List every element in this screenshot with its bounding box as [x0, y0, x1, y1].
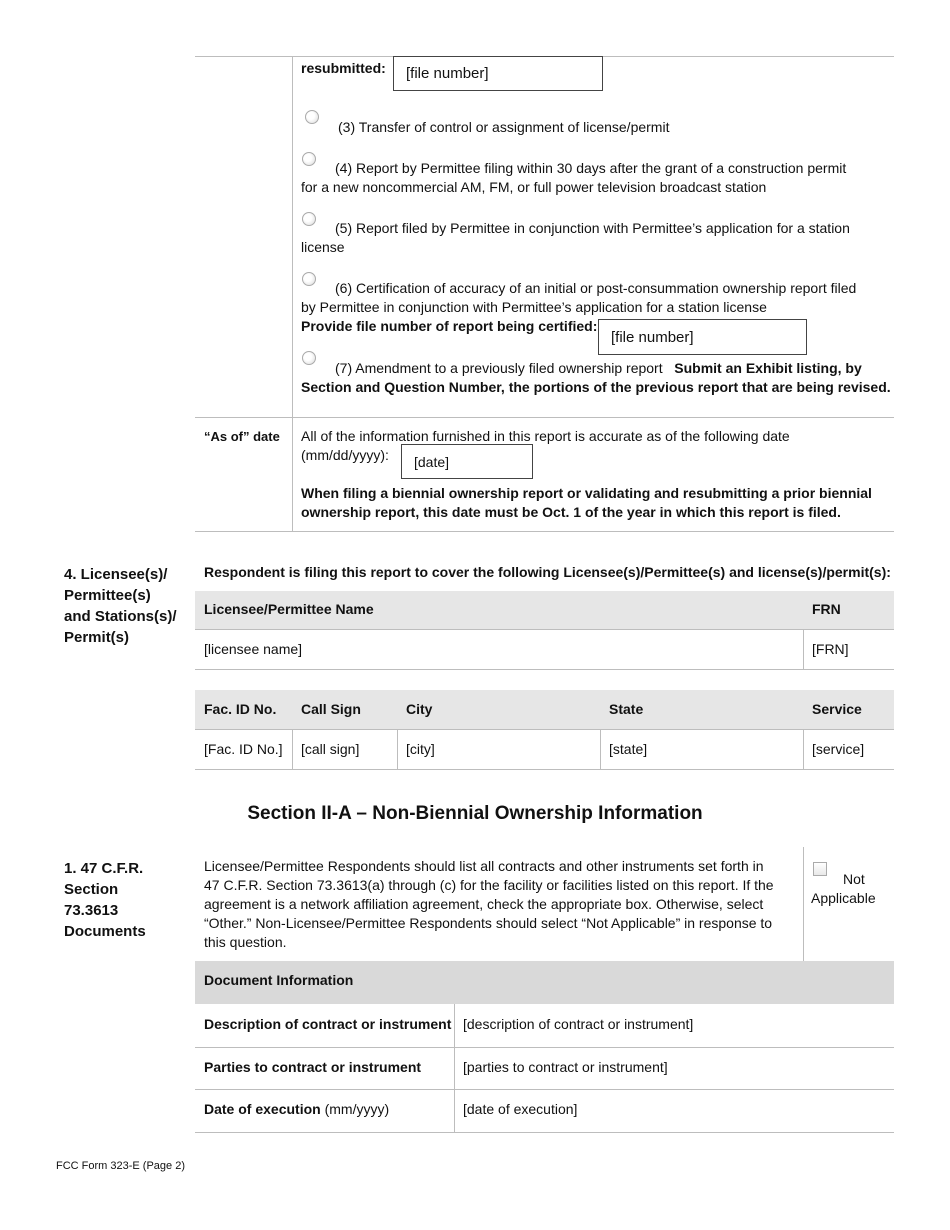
option-7-text-line2: Section and Question Number, the portions of the previous report that are being revised.: [301, 379, 891, 395]
section4-label-line2: Permittee(s): [64, 587, 151, 604]
fac-id-cell: [Fac. ID No.]: [204, 741, 283, 757]
call-sign-cell: [call sign]: [301, 741, 360, 757]
file-number-input-1[interactable]: [file number]: [393, 56, 603, 91]
option-7-instruction: Submit an Exhibit listing, by: [674, 360, 862, 376]
q1-label-line3: 73.3613: [64, 902, 119, 919]
option-4-radio[interactable]: [302, 152, 316, 166]
q1-instr-line5: this question.: [204, 934, 287, 950]
option-6-radio[interactable]: [302, 272, 316, 286]
licensee-row-rule: [195, 629, 894, 630]
facility-col-divider-2: [397, 729, 398, 769]
option-5-radio[interactable]: [302, 212, 316, 226]
option-6-text-line1: (6) Certification of accuracy of an initial or post-consummation ownership report filed: [335, 280, 857, 296]
q1-instructions: [204, 857, 774, 952]
section4-label-line1: 4. Licensee(s)/: [64, 566, 168, 583]
licensee-col-divider: [803, 629, 804, 669]
section4-label: [64, 564, 177, 648]
date-exec-label-bold: Date of execution: [204, 1101, 321, 1117]
state-header: State: [609, 701, 644, 717]
licensee-bottom-rule: [195, 669, 894, 670]
option-4-text-line1: (4) Report by Permittee filing within 30 days after the grant of a construction permit: [335, 160, 847, 176]
fac-id-header: Fac. ID No.: [204, 701, 277, 717]
option-5-text-line2: license: [301, 239, 345, 255]
doc-col-divider: [454, 1004, 455, 1132]
certify-label: Provide file number of report being certified:: [301, 318, 598, 334]
na-divider: [803, 847, 804, 961]
asof-bottom-rule: [195, 531, 894, 532]
q1-label-line2: Section: [64, 881, 119, 898]
section4-label-line3: and Stations(s)/: [64, 608, 177, 625]
frn-header: FRN: [812, 601, 841, 617]
option-4-text-line2: for a new noncommercial AM, FM, or full power television broadcast station: [301, 179, 767, 195]
date-exec-label-unit: (mm/yyyy): [324, 1101, 390, 1117]
option-3-radio[interactable]: [305, 110, 319, 124]
asof-text-line1: All of the information furnished in this report is accurate as of the following date: [301, 428, 790, 444]
asof-label: “As of” date: [204, 429, 280, 444]
asof-note-line1: When filing a biennial ownership report or validating and resubmitting a prior biennial: [301, 485, 872, 501]
option-7-text: (7) Amendment to a previously filed ownership report: [335, 360, 663, 376]
call-sign-header: Call Sign: [301, 701, 361, 717]
facility-table-header: [195, 690, 894, 729]
option-6-text-line2: by Permittee in conjunction with Permittee’s application for a station license: [301, 299, 767, 315]
option-7-radio[interactable]: [302, 351, 316, 365]
service-cell: [service]: [812, 741, 865, 757]
file-number-input-2[interactable]: [file number]: [598, 319, 807, 355]
service-header: Service: [812, 701, 862, 717]
doc-row-rule-2: [195, 1089, 894, 1090]
section-2a-title: Section II-A – Non-Biennial Ownership Information: [247, 803, 703, 824]
section4-label-line4: Permit(s): [64, 629, 130, 646]
section4-intro: Respondent is filing this report to cover the following Licensee(s)/Permittee(s) and license(s)/permit(s):: [204, 564, 891, 580]
option-3-text: (3) Transfer of control or assignment of license/permit: [338, 119, 670, 135]
option-7-text-line1: [335, 359, 862, 378]
facility-col-divider-1: [292, 729, 293, 769]
frn-cell: [FRN]: [812, 641, 849, 657]
doc-bottom-rule: [195, 1132, 894, 1133]
asof-text-line2: (mm/dd/yyyy):: [301, 447, 389, 463]
parties-label: Parties to contract or instrument: [204, 1059, 422, 1075]
q1-instr-line4: “Other.” Non-Licensee/Permittee Respondents should select “Not Applicable” in response to: [204, 915, 773, 931]
asof-date-input[interactable]: [date]: [401, 444, 533, 479]
city-cell: [city]: [406, 741, 435, 757]
licensee-name-header: Licensee/Permittee Name: [204, 601, 374, 617]
option-5-text-line1: (5) Report filed by Permittee in conjunction with Permittee’s application for a station: [335, 220, 850, 236]
q1-label-line1: 1. 47 C.F.R.: [64, 860, 144, 877]
facility-col-divider-4: [803, 729, 804, 769]
facility-row-rule: [195, 729, 894, 730]
asof-top-rule: [195, 417, 894, 418]
city-header: City: [406, 701, 433, 717]
form-footer: FCC Form 323-E (Page 2): [56, 1160, 185, 1172]
not-applicable-checkbox[interactable]: [813, 862, 827, 876]
date-exec-value[interactable]: [date of execution]: [463, 1101, 578, 1117]
desc-label: Description of contract or instrument: [204, 1016, 452, 1032]
state-cell: [state]: [609, 741, 648, 757]
q1-instr-line2: 47 C.F.R. Section 73.3613(a) through (c) for the facility or facilities listed on this report. If the: [204, 877, 774, 893]
licensee-name-cell: [licensee name]: [204, 641, 303, 657]
asof-note-line2: ownership report, this date must be Oct. 1 of the year in which this report is filed.: [301, 504, 841, 520]
q1-instr-line1: Licensee/Permittee Respondents should list all contracts and other instruments set forth in: [204, 858, 764, 874]
q1-instr-line3: agreement is a network affiliation agreement, check the appropriate box. Otherwise, select: [204, 896, 764, 912]
parties-value[interactable]: [parties to contract or instrument]: [463, 1059, 668, 1075]
date-exec-label: [204, 1101, 389, 1117]
facility-col-divider-3: [600, 729, 601, 769]
q1-label: [64, 858, 146, 942]
not-applicable-label-line2: Applicable: [811, 890, 876, 906]
facility-bottom-rule: [195, 769, 894, 770]
not-applicable-label-line1: Not: [843, 871, 865, 887]
doc-info-title: Document Information: [204, 972, 354, 988]
left-column-divider: [292, 56, 293, 532]
resubmitted-label: resubmitted:: [301, 60, 386, 76]
doc-row-rule-1: [195, 1047, 894, 1048]
q1-label-line4: Documents: [64, 923, 146, 940]
desc-value[interactable]: [description of contract or instrument]: [463, 1016, 694, 1032]
